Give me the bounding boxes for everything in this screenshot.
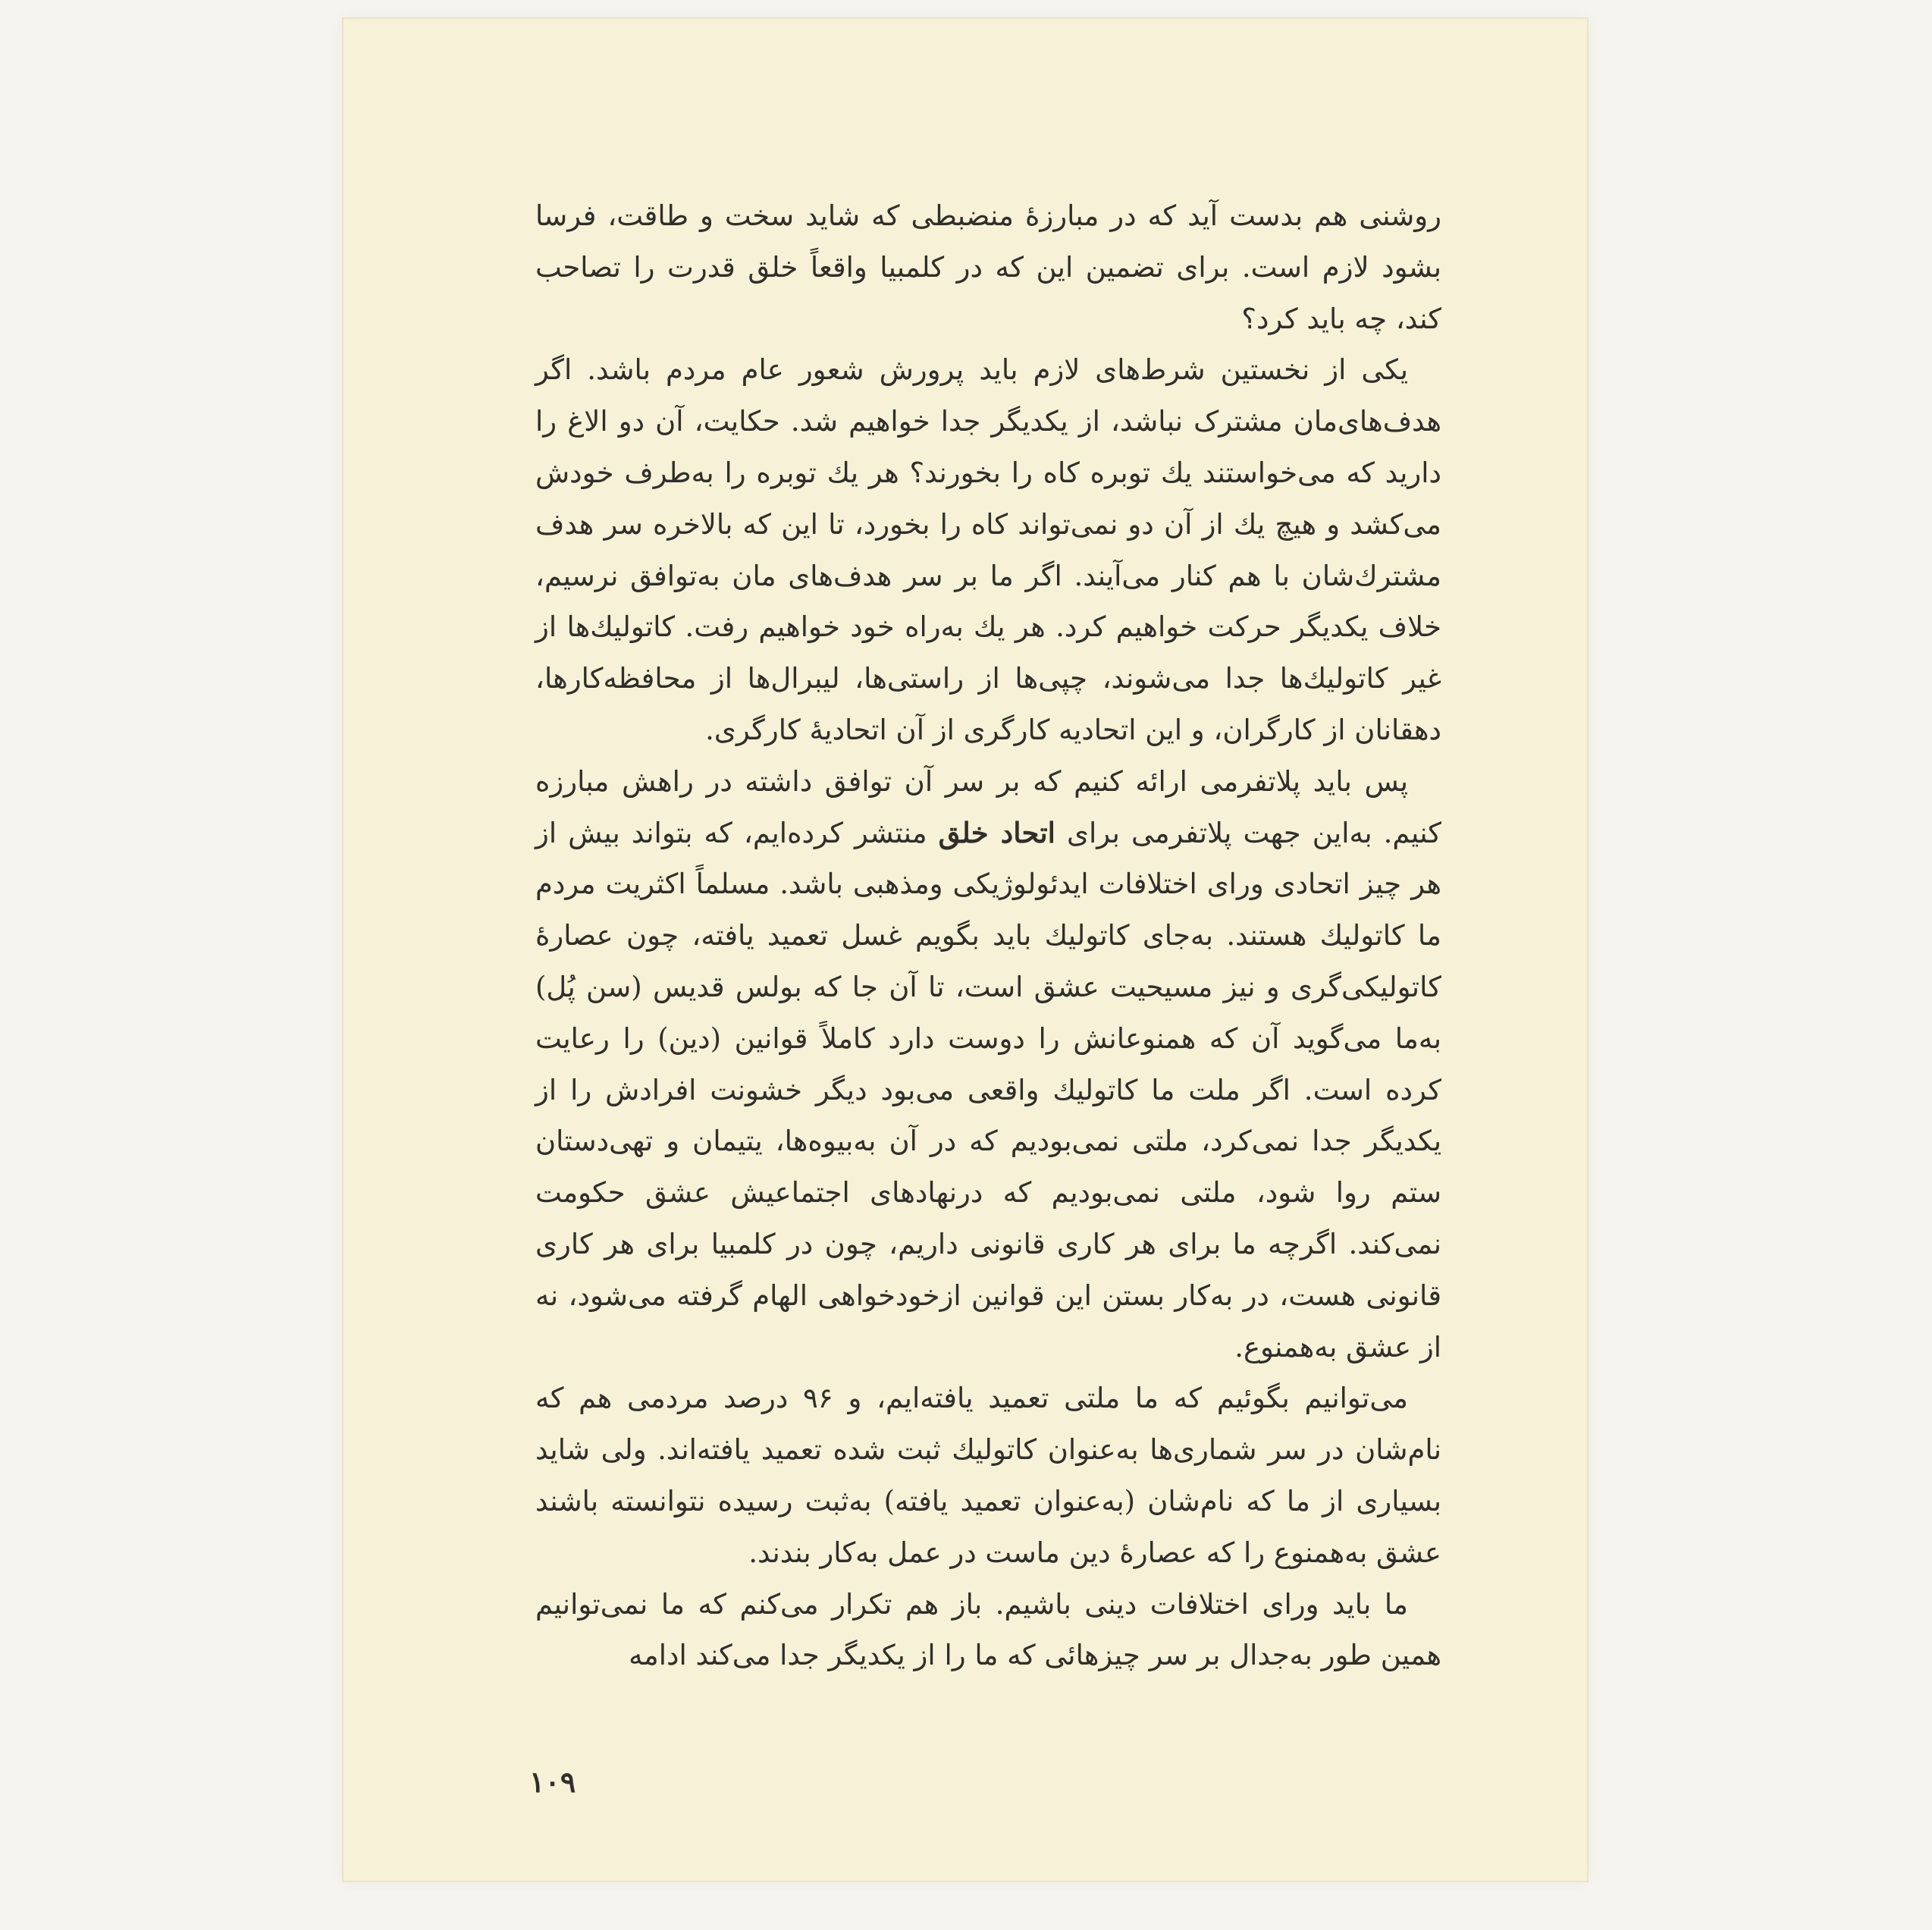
body-text [535, 190, 1441, 1681]
bold-phrase-ettehad-khalgh: اتحاد خلق [938, 815, 1055, 849]
paragraph-4: می‌توانیم بگوئیم که ما ملتی تعمید یافته‌ایم، و ۹۶ درصد مردمی هم که نام‌شان در سر شماری‌ها به‌عنوان کاتولیك ثبت شده تعمید یافته‌اند. ولی شاید بسیاری از ما که نام‌شان (به‌عنوان تعمید یافته) به‌ثبت رسیده نتوانسته باشند عشق به‌همنوع را که عصارهٔ دین ماست در عمل به‌کار بندند. [535, 1382, 1441, 1569]
book-page [343, 19, 1587, 1881]
paragraph-3-part-1: پس باید پلاتفرمی ارائه کنیم که بر سر آن توافق داشته در راهش مبارزه کنیم. به‌این جهت پلاتفرمی برای [535, 764, 1441, 849]
paragraph-2: یکی از نخستین شرط‌های لازم باید پرورش شعور عام مردم باشد. اگر هدف‌های‌مان مشترک نباشد، از یکدیگر جدا خواهیم شد. حکایت، آن دو الاغ را دارید که می‌خواستند یك توبره کاه را بخورند؟ هر یك توبره را به‌طرف خودش می‌کشد و هیچ یك از آن دو نمی‌تواند کاه را بخورد، تا این که بالاخره سر هدف مشترك‌شان با هم کنار می‌آیند. اگر ما بر سر هدف‌های مان به‌توافق نرسیم، خلاف یکدیگر حرکت خواهیم کرد. هر یك به‌راه خود خواهیم رفت. کاتولیك‌ها از غیر کاتولیك‌ها جدا می‌شوند، چپی‌ها از راستی‌ها، لیبرال‌ها از محافظه‌کارها، دهقانان از کارگران، و این اتحادیه کارگری از آن اتحادیهٔ کارگری. [535, 353, 1441, 746]
page-number: ۱۰۹ [529, 1765, 576, 1799]
paragraph-3 [535, 756, 1441, 1373]
paragraph-1: روشنی هم بدست آید که در مبارزهٔ منضبطی که شاید سخت و طاقت، فرسا بشود لازم است. برای تضمین این که در کلمبیا واقعاً خلق قدرت را تصاحب کند، چه باید کرد؟ [535, 199, 1441, 335]
paragraph-3-part-2: منتشر کرده‌ایم، که بتواند بیش از هر چیز اتحادی ورای اختلافات ایدئولوژیکی ومذهبی باشد. مسلماً اکثریت مردم ما کاتولیك هستند. به‌جای کاتولیك باید بگویم غسل تعمید یافته، چون عصارهٔ کاتولیکی‌گری و نیز مسیحیت عشق است، تا آن جا که بولس قدیس (سن پُل) به‌ما می‌گوید آن که همنوعانش را دوست دارد کاملاً قوانین (دین) را رعایت کرده است. اگر ملت ما کاتولیك واقعی می‌بود دیگر خشونت افرادش را از یکدیگر جدا نمی‌کرد، ملتی نمی‌بودیم که در آن به‌بیوه‌ها، یتیمان و تهی‌دستان ستم روا شود، ملتی نمی‌بودیم که درنهادهای اجتماعیش عشق حکومت نمی‌کند. اگرچه ما برای هر کاری قانونی داریم، چون در کلمبیا برای هر کاری قانونی هست، در به‌کار بستن این قوانین ازخودخواهی الهام گرفته می‌شود، نه از عشق به‌همنوع. [535, 816, 1441, 1364]
paragraph-5: ما باید ورای اختلافات دینی باشیم. باز هم تکرار می‌کنم که ما نمی‌توانیم همین طور به‌جدال بر سر چیزهائی که ما را از یکدیگر جدا می‌کند ادامه [535, 1587, 1441, 1672]
